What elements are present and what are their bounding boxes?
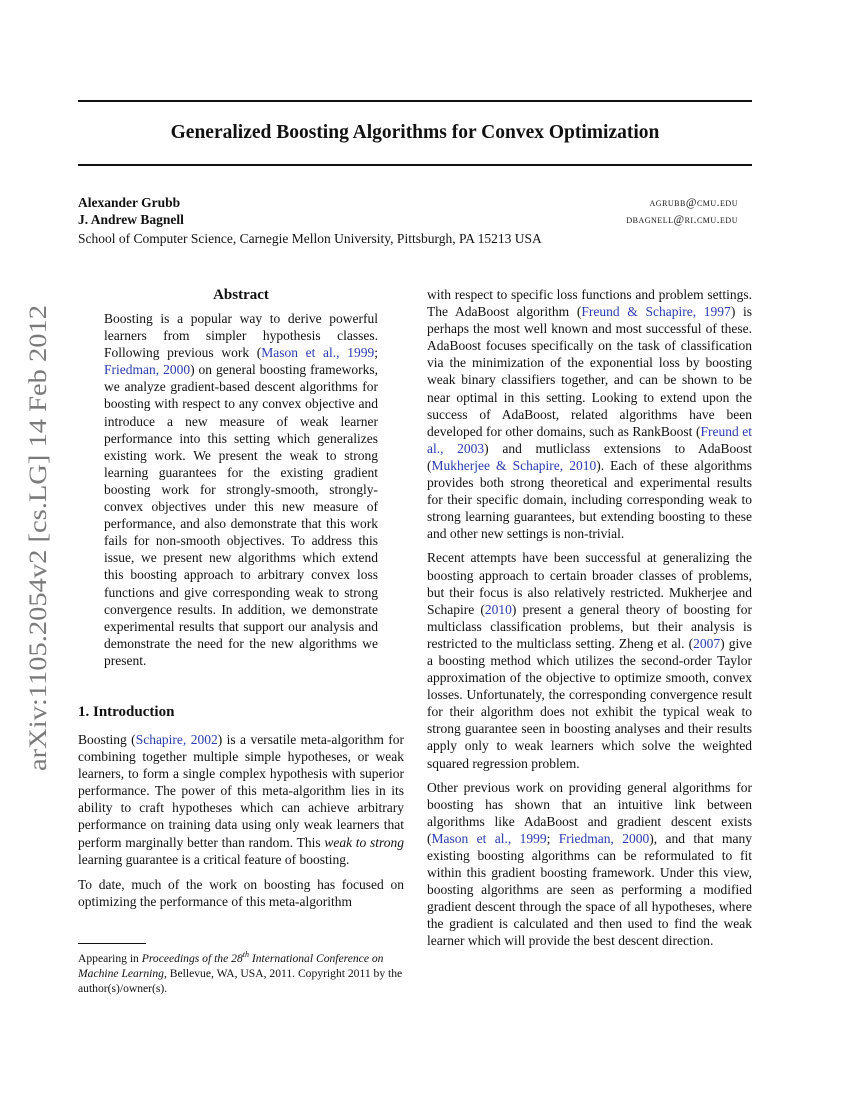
text: ) give a boosting method which utilizes the second-order Taylor approximation of the objective to optimize smooth, convex losses. Unfortunately, the corresponding convergence result for their algorithm does not exhibit the typical weak to strong guarantee seen in boosting analyses and their results apply only to weak learners which solve the weighted squared regression problem. bbox=[427, 635, 752, 771]
citation-link[interactable]: 2010 bbox=[484, 601, 512, 617]
author-2-email: dbagnell@ri.cmu.edu bbox=[626, 214, 738, 226]
left-column bbox=[78, 286, 404, 918]
top-rule bbox=[78, 100, 752, 102]
author-2-name: J. Andrew Bagnell bbox=[78, 212, 184, 227]
intro-paragraph-1 bbox=[78, 731, 404, 868]
abstract-text: ; bbox=[374, 345, 378, 361]
author-1-name: Alexander Grubb bbox=[78, 195, 181, 210]
right-paragraph-3 bbox=[427, 779, 752, 950]
abstract-body bbox=[104, 310, 378, 669]
right-paragraph-1 bbox=[427, 286, 752, 542]
emphasis-text: weak to strong bbox=[324, 834, 404, 850]
author-1-email: agrubb@cmu.edu bbox=[649, 197, 738, 209]
citation-link[interactable]: Freund et al., 2003 bbox=[427, 423, 752, 456]
right-paragraph-2 bbox=[427, 549, 752, 771]
footnote bbox=[78, 947, 408, 996]
citation-link[interactable]: Mukherjee & Schapire, 2010 bbox=[431, 457, 597, 473]
text: ) present a general theory of boosting for multiclass classification problems, but their analysis is restricted to the multiclass setting. Zheng et al. ( bbox=[427, 601, 752, 651]
text: International Conference on Machine Learning bbox=[78, 951, 384, 980]
abstract-heading: Abstract bbox=[213, 287, 269, 303]
arxiv-stamp-text: arXiv:1105.2054v2 [cs.LG] 14 Feb 2012 bbox=[25, 362, 52, 771]
text: ; bbox=[546, 830, 559, 846]
right-column bbox=[427, 286, 752, 957]
citation-link[interactable]: Friedman, 2000 bbox=[558, 830, 650, 846]
arxiv-stamp bbox=[22, 301, 52, 771]
text: with respect to specific loss functions and problem settings. The AdaBoost algorithm ( bbox=[427, 287, 752, 320]
intro-paragraph-2: To date, much of the work on boosting has focused on optimizing the performance of this meta-algorithm bbox=[78, 876, 404, 909]
paper-title: Generalized Boosting Algorithms for Convex Optimization bbox=[170, 122, 660, 143]
text: ). Each of these algorithms provides both strong theoretical and experimental results for their specific domain, including corresponding weak to strong learning guarantees, but extending boosting to these and other new settings is non-trivial. bbox=[427, 457, 752, 542]
affiliation: School of Computer Science, Carnegie Mellon University, Pittsburgh, PA 15213 USA bbox=[78, 231, 542, 246]
title-rule bbox=[78, 164, 752, 166]
superscript: th bbox=[242, 950, 249, 959]
text: learning guarantee is a critical feature of boosting. bbox=[78, 851, 350, 867]
text: Proceedings of the 28 bbox=[141, 951, 243, 965]
citation-link[interactable]: Mason et al., 1999 bbox=[261, 345, 375, 361]
citation-link[interactable]: Freund & Schapire, 1997 bbox=[581, 304, 731, 320]
citation-link[interactable]: Schapire, 2002 bbox=[135, 731, 218, 747]
text: ) is a versatile meta-algorithm for combining together multiple simple hypotheses, or weak learners, to form a single complex hypothesis with superior performance. The power of this meta-algorithm lies in its ability to craft hypotheses which can achieve arbitrary performance on training data using only weak learners that perform marginally better than random. This bbox=[78, 731, 404, 850]
text: , Bellevue, WA, USA, 2011. Copyright 2011 by the author(s)/owner(s). bbox=[78, 966, 403, 995]
text: Boosting ( bbox=[78, 731, 136, 747]
text: Other previous work on providing general algorithms for boosting has shown that an intuitive link between algorithms like AdaBoost and gradient descent exists ( bbox=[427, 779, 752, 846]
citation-link[interactable]: 2007 bbox=[693, 635, 721, 651]
citation-link[interactable]: Mason et al., 1999 bbox=[431, 830, 547, 846]
text: ), and that many existing boosting algorithms can be reformulated to fit within this gradient boosting framework. Under this view, boosting algorithms are seen as performing a modified gradient descent through the space of all hypotheses, where the gradient is calculated and then used to find the weak learner which will provide the best descent direction. bbox=[427, 830, 752, 949]
citation-link[interactable]: Friedman, 2000 bbox=[104, 362, 191, 378]
text: ) and mutliclass extensions to AdaBoost ( bbox=[427, 440, 752, 473]
text: ) is perhaps the most well known and most successful of these. AdaBoost focuses specifically on the task of classification via the minimization of the exponential loss by boosting weak binary classifiers together, and can be shown to be near optimal in this setting. Looking to extend upon the success of AdaBoost, related algorithms have been developed for other domains, such as RankBoost ( bbox=[427, 304, 753, 439]
text: Appearing in bbox=[78, 951, 142, 965]
footnote-rule bbox=[78, 943, 146, 944]
text: Recent attempts have been successful at generalizing the boosting approach to certain broader classes of problems, but their focus is also relatively restricted. Mukherjee and Schapire ( bbox=[427, 550, 752, 617]
abstract-text: ) on general boosting frameworks, we analyze gradient-based descent algorithms for boosting with respect to any convex objective and introduce a new measure of weak learner performance into this setting which generalizes existing work. We present the weak to strong learning guarantees for the existing gradient boosting work for strongly-smooth, strongly-convex objectives under this new measure of performance, and also demonstrate that this work fails for non-smooth objectives. To address this issue, we present new algorithms which extend this boosting approach to arbitrary convex loss functions and give corresponding weak to strong convergence results. In addition, we demonstrate experimental results that support our analysis and demonstrate the need for the new algorithms we present. bbox=[104, 362, 378, 668]
abstract-text: Boosting is a popular way to derive powerful learners from simpler hypothesis classes. Following previous work ( bbox=[104, 311, 378, 361]
section-heading-introduction: 1. Introduction bbox=[78, 703, 175, 720]
